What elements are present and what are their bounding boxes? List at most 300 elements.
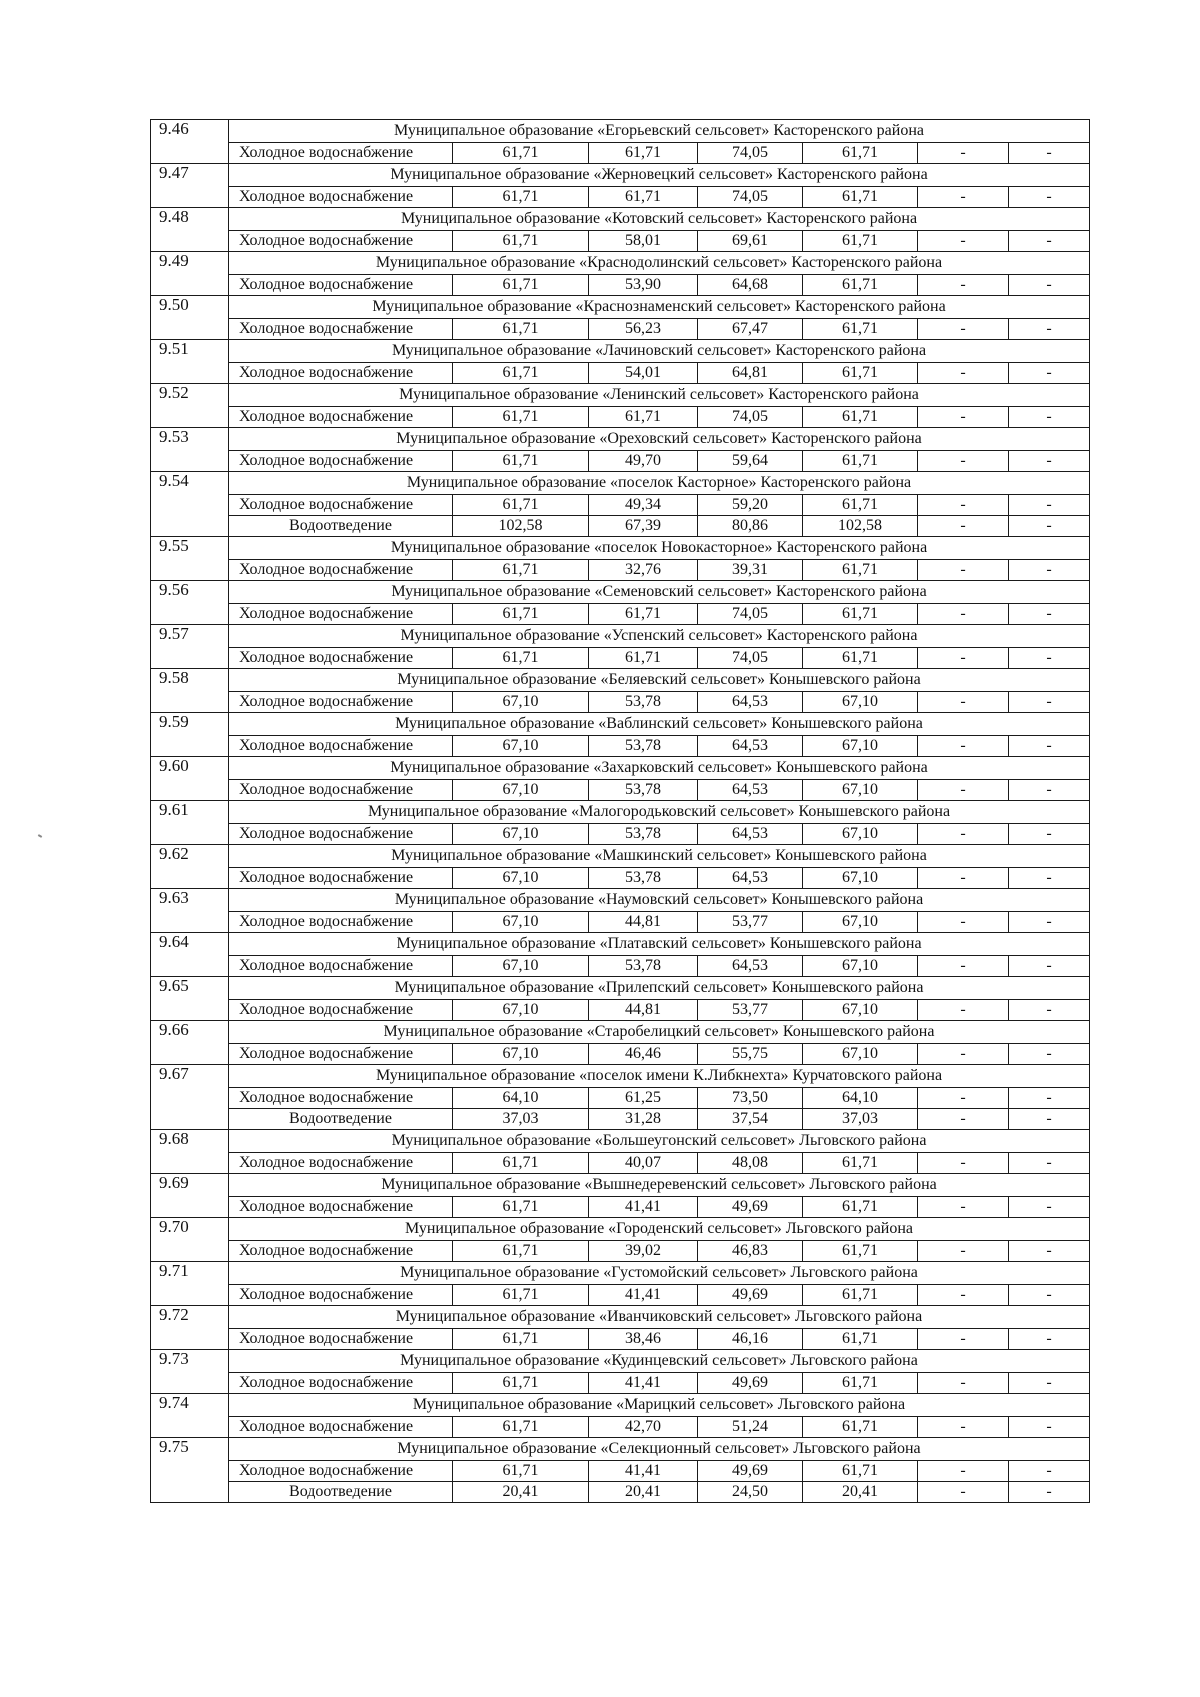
tariff-value: 67,10 <box>453 912 589 933</box>
service-name: Холодное водоснабжение <box>229 319 453 340</box>
tariff-value: - <box>1009 1109 1090 1130</box>
tariff-value: - <box>1009 736 1090 757</box>
item-number: 9.59 <box>151 713 229 757</box>
tariff-value: - <box>918 231 1009 252</box>
tariff-value: 69,61 <box>698 231 803 252</box>
tariff-value: - <box>918 1109 1009 1130</box>
tariff-value: 74,05 <box>698 407 803 428</box>
tariff-value: - <box>918 1153 1009 1174</box>
tariff-value: 48,08 <box>698 1153 803 1174</box>
group-header-row <box>151 1438 1090 1461</box>
tariff-value: 41,41 <box>589 1285 698 1306</box>
tariff-value: - <box>918 1417 1009 1438</box>
service-name: Холодное водоснабжение <box>229 736 453 757</box>
group-header-row <box>151 1218 1090 1241</box>
item-number: 9.57 <box>151 625 229 669</box>
tariff-value: 49,69 <box>698 1461 803 1482</box>
tariff-value: 61,71 <box>803 187 918 208</box>
tariff-value: 67,10 <box>803 692 918 713</box>
item-number: 9.65 <box>151 977 229 1021</box>
service-name: Холодное водоснабжение <box>229 912 453 933</box>
tariff-value: 55,75 <box>698 1044 803 1065</box>
tariff-value: - <box>1009 692 1090 713</box>
group-header-row <box>151 625 1090 648</box>
service-name: Холодное водоснабжение <box>229 1241 453 1262</box>
municipality-title: Муниципальное образование «Малогородьковский сельсовет» Конышевского района <box>229 801 1090 824</box>
item-number: 9.54 <box>151 472 229 537</box>
service-name: Водоотведение <box>229 516 453 537</box>
group-header-row <box>151 845 1090 868</box>
tariff-row <box>151 1088 1090 1109</box>
tariff-value: 53,78 <box>589 868 698 889</box>
service-name: Холодное водоснабжение <box>229 1088 453 1109</box>
tariff-value: 37,03 <box>453 1109 589 1130</box>
tariff-value: 61,71 <box>453 363 589 384</box>
tariff-value: - <box>1009 1044 1090 1065</box>
tariff-value: 53,90 <box>589 275 698 296</box>
tariff-value: 67,10 <box>803 736 918 757</box>
tariff-value: 61,71 <box>589 407 698 428</box>
tariff-value: 61,71 <box>453 1329 589 1350</box>
tariff-value: 24,50 <box>698 1482 803 1503</box>
group-header-row <box>151 581 1090 604</box>
municipality-title: Муниципальное образование «Лачиновский сельсовет» Касторенского района <box>229 340 1090 363</box>
service-name: Холодное водоснабжение <box>229 495 453 516</box>
tariff-value: 67,10 <box>453 824 589 845</box>
service-name: Холодное водоснабжение <box>229 780 453 801</box>
service-name: Холодное водоснабжение <box>229 560 453 581</box>
tariff-value: 64,10 <box>453 1088 589 1109</box>
municipality-title: Муниципальное образование «Ваблинский сельсовет» Конышевского района <box>229 713 1090 736</box>
tariff-value: - <box>918 692 1009 713</box>
tariff-value: - <box>1009 1329 1090 1350</box>
tariff-value: 61,71 <box>803 275 918 296</box>
tariff-value: 61,71 <box>803 1197 918 1218</box>
tariff-value: 49,69 <box>698 1197 803 1218</box>
municipality-title: Муниципальное образование «Ореховский сельсовет» Касторенского района <box>229 428 1090 451</box>
group-header-row <box>151 1262 1090 1285</box>
tariff-row <box>151 692 1090 713</box>
tariff-row <box>151 1197 1090 1218</box>
tariff-row <box>151 1461 1090 1482</box>
tariff-value: 61,71 <box>803 363 918 384</box>
tariff-value: 61,71 <box>589 187 698 208</box>
tariff-value: 64,68 <box>698 275 803 296</box>
tariff-value: - <box>1009 1482 1090 1503</box>
tariff-value: 58,01 <box>589 231 698 252</box>
tariff-value: - <box>918 868 1009 889</box>
group-header-row <box>151 120 1090 143</box>
service-name: Холодное водоснабжение <box>229 451 453 472</box>
tariff-value: 41,41 <box>589 1373 698 1394</box>
group-header-row <box>151 164 1090 187</box>
tariff-row <box>151 736 1090 757</box>
tariff-value: - <box>1009 275 1090 296</box>
tariff-value: - <box>1009 648 1090 669</box>
tariff-value: - <box>1009 1153 1090 1174</box>
tariff-row <box>151 1329 1090 1350</box>
service-name: Холодное водоснабжение <box>229 1197 453 1218</box>
tariff-value: - <box>918 275 1009 296</box>
tariff-value: - <box>1009 780 1090 801</box>
item-number: 9.70 <box>151 1218 229 1262</box>
group-header-row <box>151 1130 1090 1153</box>
tariff-value: 61,71 <box>589 648 698 669</box>
municipality-title: Муниципальное образование «Котовский сельсовет» Касторенского района <box>229 208 1090 231</box>
tariff-value: - <box>918 1285 1009 1306</box>
tariff-value: 61,71 <box>803 1153 918 1174</box>
item-number: 9.56 <box>151 581 229 625</box>
service-name: Холодное водоснабжение <box>229 1153 453 1174</box>
item-number: 9.63 <box>151 889 229 933</box>
tariff-row <box>151 604 1090 625</box>
tariff-row <box>151 1373 1090 1394</box>
tariff-value: 67,10 <box>803 780 918 801</box>
municipality-title: Муниципальное образование «Марицкий сельсовет» Льговского района <box>229 1394 1090 1417</box>
group-header-row <box>151 296 1090 319</box>
tariff-value: - <box>1009 451 1090 472</box>
tariff-value: - <box>918 516 1009 537</box>
service-name: Холодное водоснабжение <box>229 1044 453 1065</box>
municipality-title: Муниципальное образование «Краснодолинский сельсовет» Касторенского района <box>229 252 1090 275</box>
tariff-value: - <box>1009 363 1090 384</box>
tariff-table-body <box>151 120 1090 1503</box>
tariff-value: 64,53 <box>698 736 803 757</box>
municipality-title: Муниципальное образование «поселок Новокасторное» Касторенского района <box>229 537 1090 560</box>
tariff-row <box>151 495 1090 516</box>
item-number: 9.53 <box>151 428 229 472</box>
tariff-value: - <box>918 1461 1009 1482</box>
tariff-value: 56,23 <box>589 319 698 340</box>
service-name: Холодное водоснабжение <box>229 692 453 713</box>
tariff-value: - <box>1009 1241 1090 1262</box>
service-name: Холодное водоснабжение <box>229 824 453 845</box>
group-header-row <box>151 252 1090 275</box>
tariff-value: - <box>918 187 1009 208</box>
service-name: Холодное водоснабжение <box>229 604 453 625</box>
service-name: Холодное водоснабжение <box>229 407 453 428</box>
tariff-value: - <box>1009 143 1090 164</box>
item-number: 9.74 <box>151 1394 229 1438</box>
tariff-value: 67,10 <box>453 1000 589 1021</box>
tariff-value: 44,81 <box>589 1000 698 1021</box>
tariff-value: 59,20 <box>698 495 803 516</box>
tariff-value: 73,50 <box>698 1088 803 1109</box>
tariff-value: - <box>1009 560 1090 581</box>
group-header-row <box>151 801 1090 824</box>
tariff-value: 20,41 <box>589 1482 698 1503</box>
tariff-value: 61,71 <box>453 560 589 581</box>
item-number: 9.51 <box>151 340 229 384</box>
tariff-value: 41,41 <box>589 1461 698 1482</box>
service-name: Холодное водоснабжение <box>229 868 453 889</box>
tariff-value: 49,69 <box>698 1285 803 1306</box>
tariff-value: 61,71 <box>453 1373 589 1394</box>
tariff-value: 20,41 <box>453 1482 589 1503</box>
tariff-value: - <box>1009 407 1090 428</box>
tariff-value: 74,05 <box>698 143 803 164</box>
service-name: Холодное водоснабжение <box>229 1000 453 1021</box>
tariff-row <box>151 363 1090 384</box>
item-number: 9.52 <box>151 384 229 428</box>
tariff-row <box>151 1482 1090 1503</box>
item-number: 9.66 <box>151 1021 229 1065</box>
municipality-title: Муниципальное образование «Захарковский сельсовет» Конышевского района <box>229 757 1090 780</box>
item-number: 9.47 <box>151 164 229 208</box>
tariff-value: - <box>1009 868 1090 889</box>
municipality-title: Муниципальное образование «Жерновецкий сельсовет» Касторенского района <box>229 164 1090 187</box>
tariff-value: 37,54 <box>698 1109 803 1130</box>
tariff-value: - <box>918 780 1009 801</box>
tariff-value: 46,83 <box>698 1241 803 1262</box>
municipality-title: Муниципальное образование «Ленинский сельсовет» Касторенского района <box>229 384 1090 407</box>
tariff-value: 49,69 <box>698 1373 803 1394</box>
tariff-value: - <box>918 363 1009 384</box>
item-number: 9.68 <box>151 1130 229 1174</box>
tariff-value: 61,71 <box>453 187 589 208</box>
tariff-value: - <box>918 736 1009 757</box>
service-name: Холодное водоснабжение <box>229 1285 453 1306</box>
tariff-value: 61,71 <box>803 407 918 428</box>
group-header-row <box>151 428 1090 451</box>
group-header-row <box>151 472 1090 495</box>
service-name: Холодное водоснабжение <box>229 363 453 384</box>
tariff-value: 44,81 <box>589 912 698 933</box>
group-header-row <box>151 384 1090 407</box>
service-name: Водоотведение <box>229 1482 453 1503</box>
tariff-value: 67,10 <box>803 868 918 889</box>
municipality-title: Муниципальное образование «Семеновский сельсовет» Касторенского района <box>229 581 1090 604</box>
item-number: 9.61 <box>151 801 229 845</box>
municipality-title: Муниципальное образование «Большеугонский сельсовет» Льговского района <box>229 1130 1090 1153</box>
tariff-value: 61,25 <box>589 1088 698 1109</box>
tariff-value: - <box>918 1197 1009 1218</box>
tariff-value: 80,86 <box>698 516 803 537</box>
tariff-value: 64,53 <box>698 692 803 713</box>
tariff-value: - <box>918 648 1009 669</box>
group-header-row <box>151 713 1090 736</box>
tariff-value: 102,58 <box>803 516 918 537</box>
tariff-value: 61,71 <box>453 1153 589 1174</box>
tariff-row <box>151 956 1090 977</box>
tariff-value: 39,02 <box>589 1241 698 1262</box>
group-header-row <box>151 669 1090 692</box>
tariff-value: - <box>918 560 1009 581</box>
group-header-row <box>151 208 1090 231</box>
item-number: 9.60 <box>151 757 229 801</box>
group-header-row <box>151 889 1090 912</box>
group-header-row <box>151 1306 1090 1329</box>
tariff-value: - <box>1009 1373 1090 1394</box>
item-number: 9.50 <box>151 296 229 340</box>
municipality-title: Муниципальное образование «Вышнедеревенский сельсовет» Льговского района <box>229 1174 1090 1197</box>
municipality-title: Муниципальное образование «Наумовский сельсовет» Конышевского района <box>229 889 1090 912</box>
item-number: 9.48 <box>151 208 229 252</box>
tariff-value: 61,71 <box>453 495 589 516</box>
municipality-title: Муниципальное образование «Краснознаменский сельсовет» Касторенского района <box>229 296 1090 319</box>
service-name: Холодное водоснабжение <box>229 1373 453 1394</box>
tariff-value: 67,10 <box>453 956 589 977</box>
service-name: Холодное водоснабжение <box>229 1329 453 1350</box>
tariff-value: 67,39 <box>589 516 698 537</box>
tariff-value: - <box>1009 956 1090 977</box>
tariff-value: 61,71 <box>453 231 589 252</box>
tariff-value: - <box>918 451 1009 472</box>
tariff-value: - <box>918 604 1009 625</box>
item-number: 9.46 <box>151 120 229 164</box>
municipality-title: Муниципальное образование «Успенский сельсовет» Касторенского района <box>229 625 1090 648</box>
tariff-value: 67,10 <box>803 1000 918 1021</box>
group-header-row <box>151 1350 1090 1373</box>
service-name: Водоотведение <box>229 1109 453 1130</box>
tariff-row <box>151 451 1090 472</box>
municipality-title: Муниципальное образование «Селекционный сельсовет» Льговского района <box>229 1438 1090 1461</box>
tariff-value: 61,71 <box>803 231 918 252</box>
item-number: 9.55 <box>151 537 229 581</box>
tariff-row <box>151 407 1090 428</box>
tariff-row <box>151 143 1090 164</box>
tariff-value: - <box>918 1000 1009 1021</box>
tariff-value: 67,10 <box>803 824 918 845</box>
tariff-value: 61,71 <box>803 451 918 472</box>
tariff-value: 53,77 <box>698 912 803 933</box>
tariff-value: - <box>1009 495 1090 516</box>
item-number: 9.73 <box>151 1350 229 1394</box>
tariff-value: - <box>1009 1461 1090 1482</box>
group-header-row <box>151 757 1090 780</box>
tariff-value: - <box>1009 319 1090 340</box>
tariff-value: 61,71 <box>453 648 589 669</box>
tariff-value: 67,47 <box>698 319 803 340</box>
tariff-row <box>151 1417 1090 1438</box>
tariff-value: 61,71 <box>453 451 589 472</box>
tariff-value: 61,71 <box>453 604 589 625</box>
tariff-row <box>151 231 1090 252</box>
tariff-value: 61,71 <box>453 1285 589 1306</box>
service-name: Холодное водоснабжение <box>229 143 453 164</box>
tariff-row <box>151 275 1090 296</box>
tariff-value: - <box>1009 1088 1090 1109</box>
tariff-value: 61,71 <box>803 560 918 581</box>
tariff-value: 61,71 <box>803 1329 918 1350</box>
tariff-value: 53,78 <box>589 780 698 801</box>
tariff-value: - <box>1009 824 1090 845</box>
tariff-value: 67,10 <box>453 868 589 889</box>
municipality-title: Муниципальное образование «Старобелицкий сельсовет» Конышевского района <box>229 1021 1090 1044</box>
tariff-value: 67,10 <box>453 692 589 713</box>
tariff-value: - <box>918 1044 1009 1065</box>
tariff-row <box>151 824 1090 845</box>
tariff-value: 61,71 <box>803 495 918 516</box>
tariff-value: 40,07 <box>589 1153 698 1174</box>
item-number: 9.71 <box>151 1262 229 1306</box>
tariff-row <box>151 780 1090 801</box>
service-name: Холодное водоснабжение <box>229 1417 453 1438</box>
tariff-value: 61,71 <box>803 604 918 625</box>
tariff-value: 61,71 <box>803 1241 918 1262</box>
tariff-row <box>151 516 1090 537</box>
municipality-title: Муниципальное образование «Иванчиковский сельсовет» Льговского района <box>229 1306 1090 1329</box>
tariff-value: 61,71 <box>453 1417 589 1438</box>
tariff-value: 49,34 <box>589 495 698 516</box>
tariff-value: 64,53 <box>698 956 803 977</box>
tariff-value: 61,71 <box>453 275 589 296</box>
tariff-value: - <box>1009 187 1090 208</box>
municipality-title: Муниципальное образование «Густомойский сельсовет» Льговского района <box>229 1262 1090 1285</box>
tariff-value: 67,10 <box>803 956 918 977</box>
tariff-value: 61,71 <box>803 1461 918 1482</box>
tariff-value: 46,16 <box>698 1329 803 1350</box>
municipality-title: Муниципальное образование «Егорьевский сельсовет» Касторенского района <box>229 120 1090 143</box>
group-header-row <box>151 1065 1090 1088</box>
tariff-value: - <box>1009 604 1090 625</box>
municipality-title: Муниципальное образование «Кудинцевский сельсовет» Льговского района <box>229 1350 1090 1373</box>
group-header-row <box>151 933 1090 956</box>
tariff-value: 61,71 <box>453 1461 589 1482</box>
tariff-row <box>151 319 1090 340</box>
tariff-value: 64,53 <box>698 824 803 845</box>
tariff-row <box>151 1044 1090 1065</box>
item-number: 9.58 <box>151 669 229 713</box>
tariff-value: - <box>918 1373 1009 1394</box>
tariff-value: - <box>918 319 1009 340</box>
tariff-row <box>151 1153 1090 1174</box>
tariff-value: 64,10 <box>803 1088 918 1109</box>
tariff-value: 41,41 <box>589 1197 698 1218</box>
tariff-value: 74,05 <box>698 648 803 669</box>
tariff-value: 32,76 <box>589 560 698 581</box>
tariff-value: 61,71 <box>803 648 918 669</box>
tariff-row <box>151 1000 1090 1021</box>
municipality-title: Муниципальное образование «Платавский сельсовет» Конышевского района <box>229 933 1090 956</box>
tariff-value: - <box>918 956 1009 977</box>
tariff-value: 74,05 <box>698 604 803 625</box>
tariff-value: 53,78 <box>589 736 698 757</box>
tariff-value: 67,10 <box>453 1044 589 1065</box>
tariff-value: 74,05 <box>698 187 803 208</box>
tariff-value: 54,01 <box>589 363 698 384</box>
tariff-value: 61,71 <box>453 1241 589 1262</box>
tariff-value: 61,71 <box>803 319 918 340</box>
tariff-row <box>151 1109 1090 1130</box>
group-header-row <box>151 340 1090 363</box>
group-header-row <box>151 537 1090 560</box>
service-name: Холодное водоснабжение <box>229 275 453 296</box>
item-number: 9.67 <box>151 1065 229 1130</box>
item-number: 9.72 <box>151 1306 229 1350</box>
tariff-value: - <box>918 1241 1009 1262</box>
tariff-value: 64,53 <box>698 780 803 801</box>
tariff-row <box>151 1241 1090 1262</box>
municipality-title: Муниципальное образование «Городенский сельсовет» Льговского района <box>229 1218 1090 1241</box>
item-number: 9.49 <box>151 252 229 296</box>
tariff-value: 67,10 <box>803 912 918 933</box>
tariff-row <box>151 648 1090 669</box>
tariff-value: - <box>918 407 1009 428</box>
tariff-value: - <box>1009 516 1090 537</box>
tariff-value: 53,78 <box>589 692 698 713</box>
tariff-table <box>150 119 1090 1503</box>
item-number: 9.62 <box>151 845 229 889</box>
municipality-title: Муниципальное образование «Прилепский сельсовет» Конышевского района <box>229 977 1090 1000</box>
tariff-value: 61,71 <box>803 1373 918 1394</box>
tariff-value: - <box>1009 1285 1090 1306</box>
tariff-row <box>151 560 1090 581</box>
service-name: Холодное водоснабжение <box>229 648 453 669</box>
municipality-title: Муниципальное образование «поселок Касторное» Касторенского района <box>229 472 1090 495</box>
tariff-value: - <box>918 495 1009 516</box>
tariff-value: 67,10 <box>453 736 589 757</box>
